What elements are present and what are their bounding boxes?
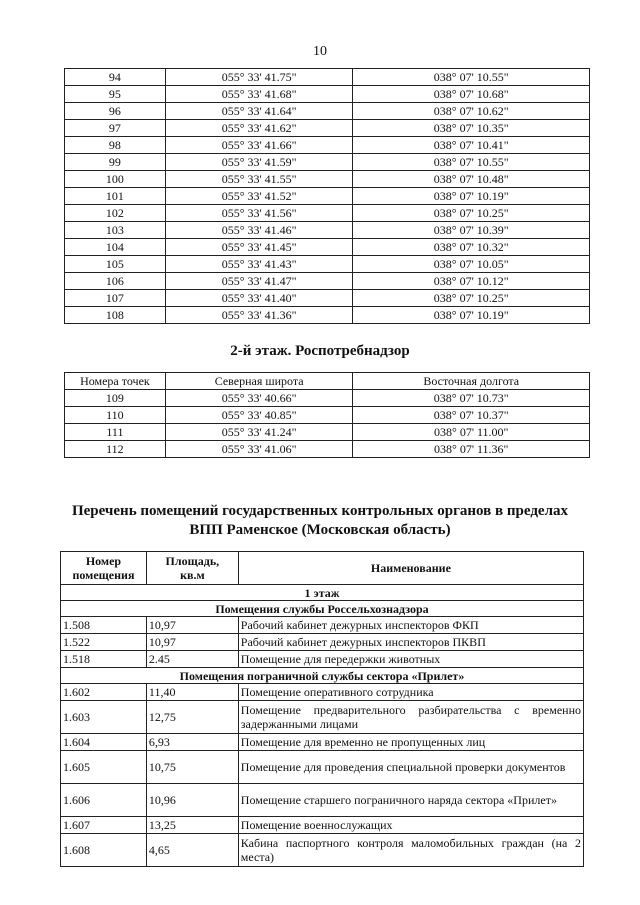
room-area-cell: 6,93: [146, 734, 238, 751]
room-area-cell: 10,97: [146, 617, 238, 634]
table-row: [65, 273, 590, 290]
point-number-cell: 97: [65, 120, 166, 137]
room-area-cell: 10,75: [146, 751, 238, 784]
table-row: [61, 634, 584, 651]
north-latitude-cell: 055° 33' 41.06": [165, 441, 353, 458]
north-latitude-cell: 055° 33' 41.45": [165, 239, 353, 256]
east-longitude-cell: 038° 07' 10.25": [353, 205, 590, 222]
point-number-cell: 104: [65, 239, 166, 256]
east-longitude-cell: 038° 07' 10.19": [353, 188, 590, 205]
rooms-list-title: [0, 502, 640, 540]
point-number-cell: 112: [65, 441, 166, 458]
floor-row: [61, 585, 584, 601]
north-latitude-cell: 055° 33' 41.56": [165, 205, 353, 222]
point-number-cell: 110: [65, 407, 166, 424]
table-row: [65, 424, 590, 441]
table-row: [61, 617, 584, 634]
north-latitude-cell: 055° 33' 40.66": [165, 390, 353, 407]
page-number: 10: [313, 44, 327, 59]
table-row: [65, 120, 590, 137]
room-name-cell: Рабочий кабинет дежурных инспекторов ПКВП: [238, 634, 583, 651]
rooms-list-title-line2: ВПП Раменское (Московская область): [189, 522, 451, 538]
room-number-cell: 1.518: [61, 651, 147, 668]
room-number-cell: 1.522: [61, 634, 147, 651]
coordinates-table-first-floor: [64, 68, 590, 324]
table-header-row: [65, 373, 590, 390]
table-row: [65, 390, 590, 407]
east-longitude-cell: 038° 07' 10.37": [353, 407, 590, 424]
north-latitude-cell: 055° 33' 41.46": [165, 222, 353, 239]
section-row-rosselkhoznadzor: [61, 601, 584, 617]
room-number-cell: 1.608: [61, 834, 147, 867]
header-point-number: Номера точек: [65, 373, 166, 390]
east-longitude-cell: 038° 07' 10.25": [353, 290, 590, 307]
section-label: Помещения пограничной службы сектора «Прилет»: [61, 668, 584, 684]
room-area-cell: 12,75: [146, 701, 238, 734]
header-room-number-line2: помещения: [72, 568, 135, 582]
coordinates-table-body: [65, 373, 590, 458]
north-latitude-cell: 055° 33' 41.64": [165, 103, 353, 120]
room-area-cell: 11,40: [146, 684, 238, 701]
north-latitude-cell: 055° 33' 41.47": [165, 273, 353, 290]
point-number-cell: 103: [65, 222, 166, 239]
north-latitude-cell: 055° 33' 41.55": [165, 171, 353, 188]
east-longitude-cell: 038° 07' 10.48": [353, 171, 590, 188]
header-east-longitude: Восточная долгота: [353, 373, 590, 390]
room-name-cell: Помещение предварительного разбирательства с временно задержанными лицами: [238, 701, 583, 734]
east-longitude-cell: 038° 07' 10.05": [353, 256, 590, 273]
room-name-cell: Помещение оперативного сотрудника: [238, 684, 583, 701]
point-number-cell: 101: [65, 188, 166, 205]
table-row: [61, 684, 584, 701]
east-longitude-cell: 038° 07' 10.35": [353, 120, 590, 137]
section-row-border-service: [61, 668, 584, 684]
table-row: [65, 407, 590, 424]
north-latitude-cell: 055° 33' 41.40": [165, 290, 353, 307]
header-area-line1: Площадь,: [165, 554, 220, 568]
header-room-number: [61, 552, 147, 585]
coordinates-table-second-floor: [64, 372, 590, 458]
table-row: [65, 307, 590, 324]
table-row: [65, 239, 590, 256]
table-row: [61, 817, 584, 834]
point-number-cell: 98: [65, 137, 166, 154]
table-row: [65, 86, 590, 103]
north-latitude-cell: 055° 33' 41.75": [165, 69, 353, 86]
north-latitude-cell: 055° 33' 41.68": [165, 86, 353, 103]
section-title-second-floor: 2-й этаж. Роспотребнадзор: [230, 343, 410, 359]
header-room-number-line1: Номер: [85, 554, 122, 568]
table-row: [61, 834, 584, 867]
coordinates-table-body: [65, 69, 590, 324]
table-row: [65, 222, 590, 239]
point-number-cell: 106: [65, 273, 166, 290]
room-area-cell: 10,96: [146, 784, 238, 817]
table-row: [65, 103, 590, 120]
point-number-cell: 100: [65, 171, 166, 188]
room-area-cell: 4,65: [146, 834, 238, 867]
table-row: [65, 69, 590, 86]
east-longitude-cell: 038° 07' 10.73": [353, 390, 590, 407]
table-row: [65, 137, 590, 154]
north-latitude-cell: 055° 33' 41.43": [165, 256, 353, 273]
header-area: [146, 552, 238, 585]
table-row: [65, 256, 590, 273]
east-longitude-cell: 038° 07' 10.12": [353, 273, 590, 290]
table-row: [65, 188, 590, 205]
room-name-cell: Кабина паспортного контроля маломобильных граждан (на 2 места): [238, 834, 583, 867]
table-row: [61, 701, 584, 734]
room-name-cell: Помещение для проведения специальной проверки документов: [238, 751, 583, 784]
point-number-cell: 109: [65, 390, 166, 407]
room-name-cell: Рабочий кабинет дежурных инспекторов ФКП: [238, 617, 583, 634]
east-longitude-cell: 038° 07' 10.32": [353, 239, 590, 256]
table-row: [61, 734, 584, 751]
east-longitude-cell: 038° 07' 10.19": [353, 307, 590, 324]
east-longitude-cell: 038° 07' 11.36": [353, 441, 590, 458]
point-number-cell: 96: [65, 103, 166, 120]
east-longitude-cell: 038° 07' 10.68": [353, 86, 590, 103]
north-latitude-cell: 055° 33' 41.62": [165, 120, 353, 137]
east-longitude-cell: 038° 07' 11.00": [353, 424, 590, 441]
rooms-table-body: [61, 552, 584, 867]
room-number-cell: 1.605: [61, 751, 147, 784]
table-row: [65, 154, 590, 171]
room-number-cell: 1.602: [61, 684, 147, 701]
table-row: [65, 441, 590, 458]
north-latitude-cell: 055° 33' 41.66": [165, 137, 353, 154]
rooms-table: [60, 551, 584, 867]
room-number-cell: 1.607: [61, 817, 147, 834]
east-longitude-cell: 038° 07' 10.41": [353, 137, 590, 154]
north-latitude-cell: 055° 33' 41.59": [165, 154, 353, 171]
table-row: [61, 751, 584, 784]
point-number-cell: 94: [65, 69, 166, 86]
section-label: Помещения службы Россельхознадзора: [61, 601, 584, 617]
table-row: [65, 290, 590, 307]
room-name-cell: Помещение для передержки животных: [238, 651, 583, 668]
header-room-name: Наименование: [238, 552, 583, 585]
room-name-cell: Помещение военнослужащих: [238, 817, 583, 834]
east-longitude-cell: 038° 07' 10.62": [353, 103, 590, 120]
room-area-cell: 13,25: [146, 817, 238, 834]
point-number-cell: 102: [65, 205, 166, 222]
table-row: [61, 784, 584, 817]
room-number-cell: 1.508: [61, 617, 147, 634]
east-longitude-cell: 038° 07' 10.55": [353, 154, 590, 171]
room-number-cell: 1.606: [61, 784, 147, 817]
table-row: [65, 205, 590, 222]
table-row: [61, 651, 584, 668]
room-number-cell: 1.603: [61, 701, 147, 734]
point-number-cell: 99: [65, 154, 166, 171]
point-number-cell: 108: [65, 307, 166, 324]
room-name-cell: Помещение для временно не пропущенных лиц: [238, 734, 583, 751]
header-north-latitude: Северная широта: [165, 373, 353, 390]
north-latitude-cell: 055° 33' 41.24": [165, 424, 353, 441]
point-number-cell: 111: [65, 424, 166, 441]
east-longitude-cell: 038° 07' 10.55": [353, 69, 590, 86]
north-latitude-cell: 055° 33' 41.36": [165, 307, 353, 324]
north-latitude-cell: 055° 33' 40.85": [165, 407, 353, 424]
table-header-row: [61, 552, 584, 585]
rooms-list-title-line1: Перечень помещений государственных контрольных органов в пределах: [71, 503, 568, 519]
room-name-cell: Помещение старшего пограничного наряда сектора «Прилет»: [238, 784, 583, 817]
east-longitude-cell: 038° 07' 10.39": [353, 222, 590, 239]
point-number-cell: 105: [65, 256, 166, 273]
room-area-cell: 10,97: [146, 634, 238, 651]
point-number-cell: 95: [65, 86, 166, 103]
point-number-cell: 107: [65, 290, 166, 307]
room-number-cell: 1.604: [61, 734, 147, 751]
north-latitude-cell: 055° 33' 41.52": [165, 188, 353, 205]
floor-label: 1 этаж: [61, 585, 584, 601]
room-area-cell: 2.45: [146, 651, 238, 668]
header-area-line2: кв.м: [180, 568, 205, 582]
table-row: [65, 171, 590, 188]
